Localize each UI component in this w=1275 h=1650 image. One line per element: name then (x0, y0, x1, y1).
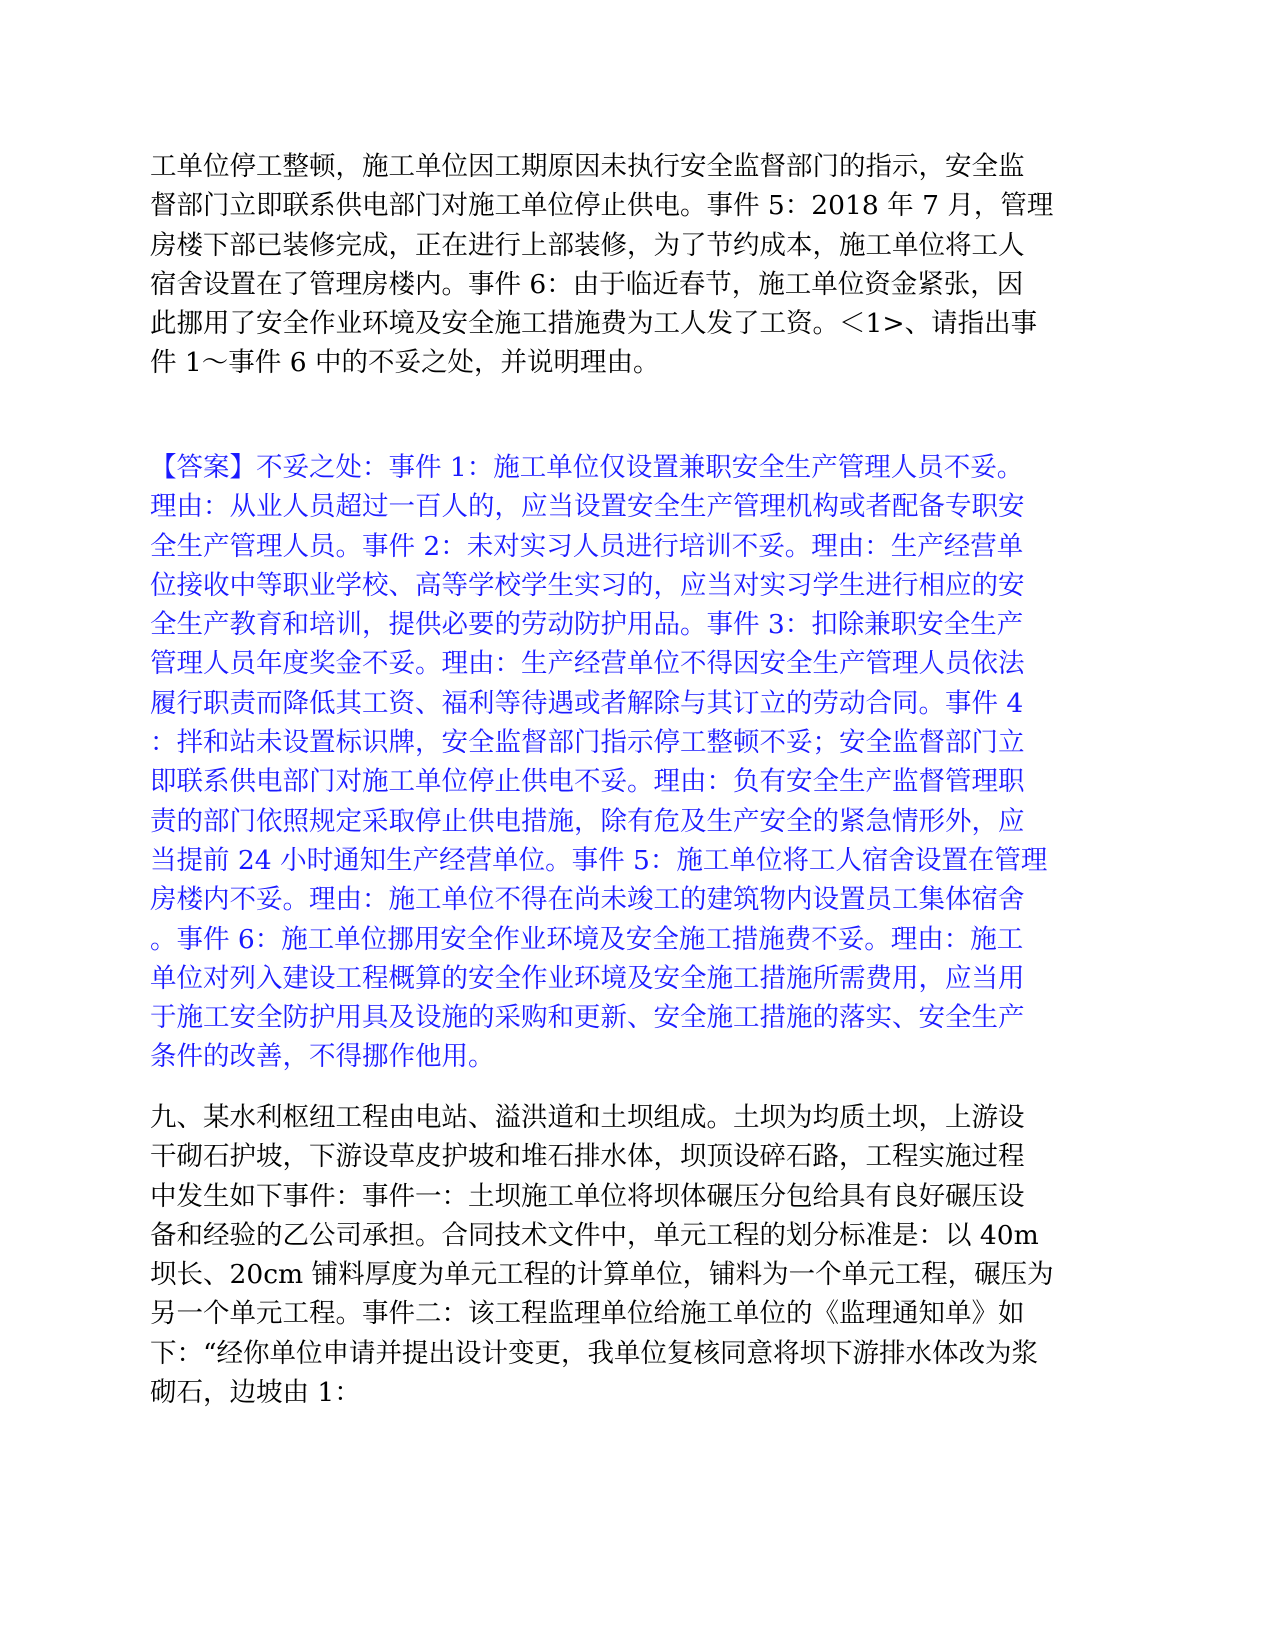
text-line: 干砌石护坡，下游设草皮护坡和堆石排水体，坝顶设碎石路，工程实施过程 (150, 1141, 1025, 1173)
text-line: 中发生如下事件：事件一：土坝施工单位将坝体碾压分包给具有良好碾压设 (150, 1180, 1025, 1212)
question-nine-paragraph (150, 1098, 1130, 1412)
text-line: 备和经验的乙公司承担。合同技术文件中，单元工程的划分标准是：以 40m (150, 1219, 1039, 1251)
answer-line: 【答案】不妥之处：事件 1：施工单位仅设置兼职安全生产管理人员不妥。 (150, 452, 1024, 483)
answer-line: 。事件 6：施工单位挪用安全作业环境及安全施工措施费不妥。理由：施工 (150, 923, 1024, 955)
answer-line: 单位对列入建设工程概算的安全作业环境及安全施工措施所需费用，应当用 (150, 962, 1025, 994)
answer-line: 责的部门依照规定采取停止供电措施，除有危及生产安全的紧急情形外，应 (150, 805, 1025, 837)
text-line: 坝长、20cm 铺料厚度为单元工程的计算单位，铺料为一个单元工程，碾压为 (150, 1259, 1054, 1291)
answer-line: 位接收中等职业学校、高等学校学生实习的，应当对实习学生进行相应的安 (150, 569, 1025, 601)
answer-line: 理由：从业人员超过一百人的，应当设置安全生产管理机构或者配备专职安 (150, 491, 1025, 523)
answer-paragraph (150, 448, 1130, 1077)
answer-line: ：拌和站未设置标识牌，安全监督部门指示停工整顿不妥；安全监督部门立 (150, 727, 1025, 759)
text-line: 督部门立即联系供电部门对施工单位停止供电。事件 5：2018 年 7 月，管理 (150, 190, 1054, 222)
text-line: 宿舍设置在了管理房楼内。事件 6：由于临近春节，施工单位资金紧张，因 (150, 268, 1024, 300)
answer-line: 房楼内不妥。理由：施工单位不得在尚未竣工的建筑物内设置员工集体宿舍 (150, 884, 1025, 916)
text-line: 九、某水利枢纽工程由电站、溢洪道和土坝组成。土坝为均质土坝，上游设 (150, 1102, 1025, 1133)
answer-line: 当提前 24 小时通知生产经营单位。事件 5：施工单位将工人宿舍设置在管理 (150, 844, 1048, 876)
text-line: 此挪用了安全作业环境及安全施工措施费为工人发了工资。＜1>、请指出事 (150, 308, 1038, 340)
answer-line: 条件的改善，不得挪作他用。 (150, 1041, 495, 1073)
text-line: 砌石，边坡由 1： (150, 1377, 361, 1409)
question-continuation-paragraph (150, 147, 1130, 383)
answer-line: 履行职责而降低其工资、福利等待遇或者解除与其订立的劳动合同。事件 4 (150, 687, 1024, 719)
text-line: 件 1～事件 6 中的不妥之处，并说明理由。 (150, 347, 660, 379)
text-line: 工单位停工整顿，施工单位因工期原因未执行安全监督部门的指示，安全监 (150, 151, 1025, 182)
answer-line: 管理人员年度奖金不妥。理由：生产经营单位不得因安全生产管理人员依法 (150, 648, 1025, 680)
answer-line: 即联系供电部门对施工单位停止供电不妥。理由：负有安全生产监督管理职 (150, 766, 1025, 798)
text-line: 下：“经你单位申请并提出设计变更，我单位复核同意将坝下游排水体改为浆 (150, 1337, 1039, 1369)
text-line: 房楼下部已装修完成，正在进行上部装修，为了节约成本，施工单位将工人 (150, 229, 1025, 261)
answer-line: 全生产管理人员。事件 2：未对实习人员进行培训不妥。理由：生产经营单 (150, 530, 1024, 562)
text-line: 另一个单元工程。事件二：该工程监理单位给施工单位的《监理通知单》如 (150, 1298, 1025, 1330)
answer-line: 全生产教育和培训，提供必要的劳动防护用品。事件 3：扣除兼职安全生产 (150, 609, 1024, 641)
answer-line: 于施工安全防护用具及设施的采购和更新、安全施工措施的落实、安全生产 (150, 1002, 1025, 1034)
